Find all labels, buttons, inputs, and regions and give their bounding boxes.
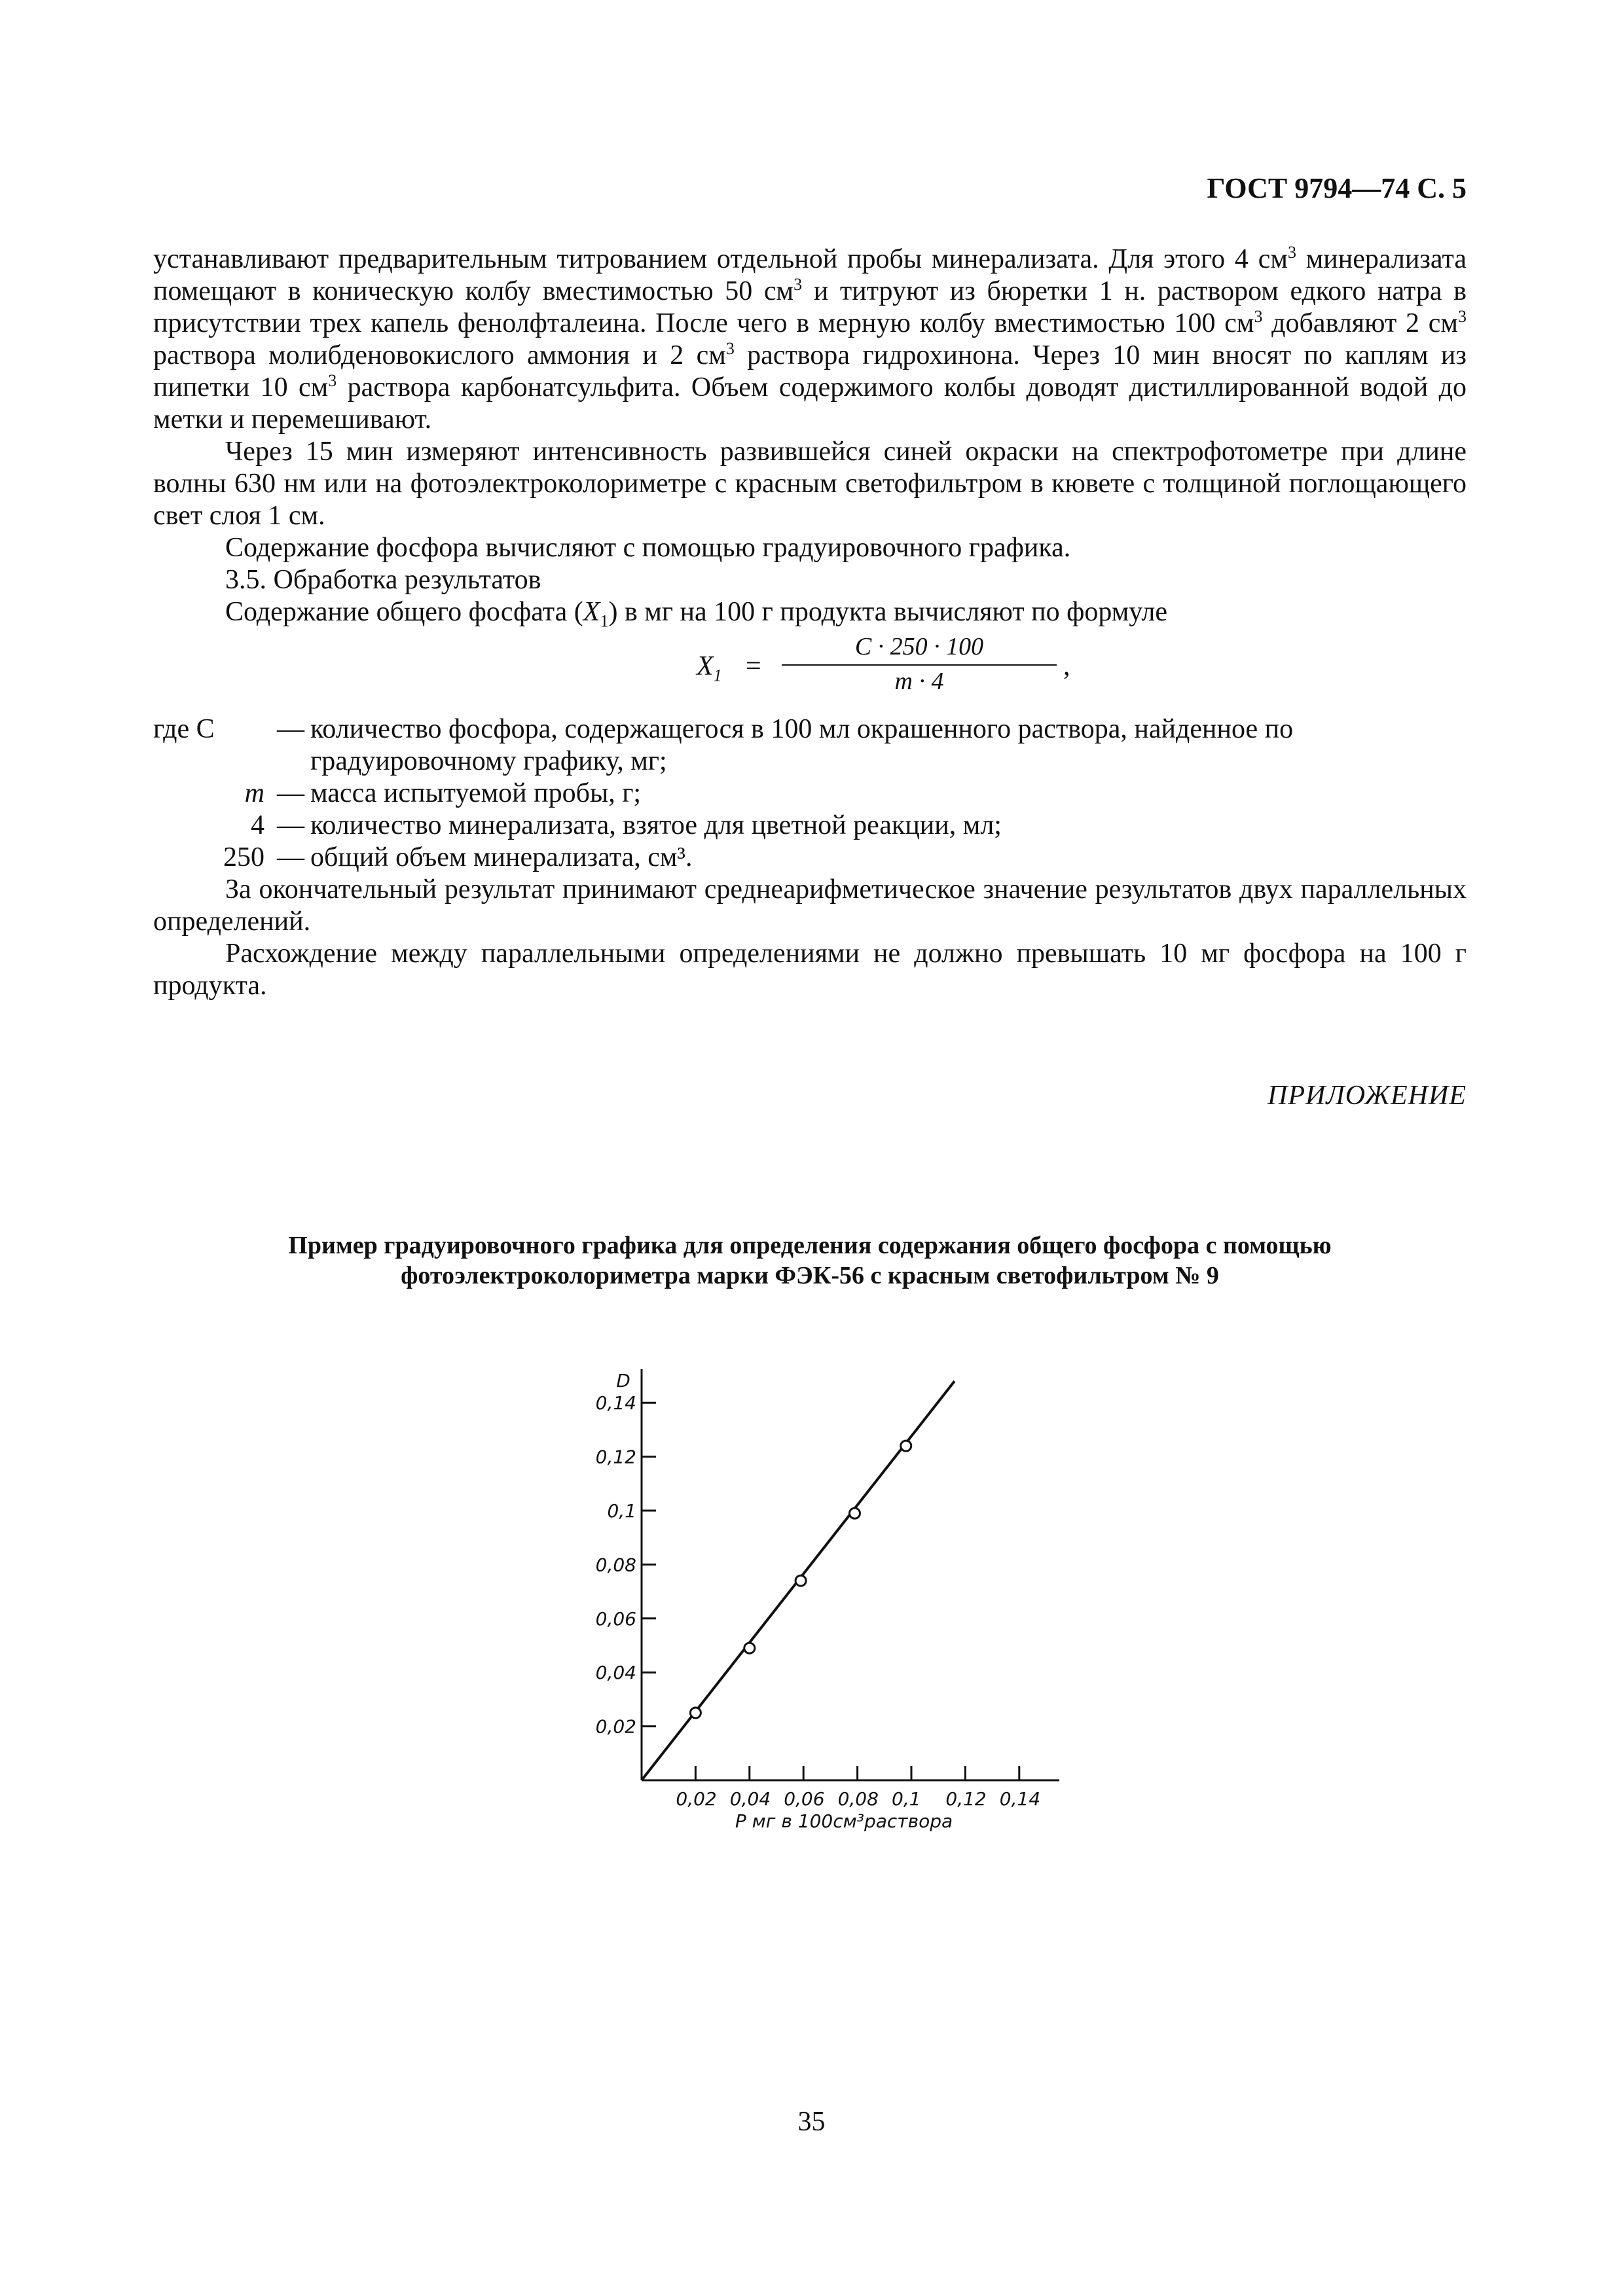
- formula-x1: [153, 631, 1467, 709]
- y-tick-label: 0,06: [595, 1607, 636, 1630]
- definition-term: m: [244, 778, 264, 808]
- x-tick-label: 0,1: [892, 1788, 921, 1810]
- definition-term: 250: [223, 842, 264, 872]
- x-tick-label: 0,12: [945, 1788, 987, 1810]
- body-text: [153, 243, 1467, 1002]
- figure-title: [153, 1230, 1467, 1291]
- page-number: 35: [797, 2107, 826, 2137]
- definition-row: [153, 778, 1467, 810]
- x-tick-label: 0,04: [729, 1788, 771, 1810]
- x-tick-label: 0,02: [676, 1788, 717, 1810]
- figure-title-line: Пример градуировочного графика для определения содержания общего фосфора с помощью: [288, 1232, 1332, 1259]
- formula-numerator: C · 250 · 100: [782, 631, 1057, 666]
- paragraph-final-result: За окончательный результат принимают среднеарифметическое значение результатов двух параллельных определений.: [153, 874, 1467, 937]
- definition-term: где C: [153, 714, 215, 744]
- x-tick-label: 0,14: [999, 1788, 1041, 1810]
- formula-denominator: m · 4: [894, 668, 944, 695]
- document-header: ГОСТ 9794—74 С. 5: [1207, 172, 1467, 204]
- paragraph-measurement: Через 15 мин измеряют интенсивность развившейся синей окраски на спектрофотометре при длине волны 630 нм или на фотоэлектроколориметре с красным светофильтром в кювете с толщиной поглощающего свет слоя 1 см.: [153, 437, 1467, 531]
- definition-dash: —: [277, 778, 304, 808]
- data-point: [901, 1441, 911, 1451]
- definition-row: [153, 810, 1467, 842]
- definition-dash: —: [277, 714, 304, 744]
- definition-row: [153, 713, 1467, 778]
- data-point: [795, 1575, 806, 1586]
- data-point: [849, 1508, 860, 1518]
- y-tick-label: 0,12: [595, 1446, 636, 1468]
- formula-comma: ,: [1063, 651, 1070, 681]
- definition-term: 4: [251, 810, 264, 840]
- formula-lhs: $X_1$: [697, 651, 722, 685]
- x-tick-label: 0,08: [837, 1788, 879, 1810]
- paragraph-discrepancy: Расхождение между параллельными определениями не должно превышать 10 мг фосфора на 100 г продукта.: [153, 939, 1467, 1001]
- formula-equals: =: [746, 651, 761, 681]
- x-axis-label: P мг в 100см³раствора: [735, 1810, 953, 1832]
- y-tick-label: 0,08: [595, 1554, 636, 1576]
- formula-fraction: [782, 631, 1057, 698]
- data-point: [744, 1643, 755, 1653]
- paragraph-calculation-note: Содержание фосфора вычисляют с помощью градуировочного графика.: [225, 533, 1071, 563]
- definition-text: количество минерализата, взятое для цветной реакции, мл;: [310, 810, 1002, 840]
- y-axis-label: D: [616, 1370, 630, 1392]
- section-heading-3-5: 3.5. Обработка результатов: [225, 565, 541, 595]
- data-point: [690, 1708, 701, 1718]
- paragraph-formula-intro: Содержание общего фосфата $(X_1)$ в мг на 100 г продукта вычисляют по формуле: [225, 597, 1168, 631]
- y-tick-label: 0,14: [595, 1392, 636, 1414]
- definition-text: общий объем минерализата, см³.: [310, 842, 693, 872]
- definitions-list: [153, 713, 1467, 874]
- definition-text: масса испытуемой пробы, г;: [310, 778, 642, 808]
- definition-row: [153, 842, 1467, 874]
- calibration-chart: [576, 1342, 1074, 1839]
- definition-text: количество фосфора, содержащегося в 100 мл окрашенного раствора, найденное по градуировочному графику, мг;: [310, 714, 1294, 776]
- definition-dash: —: [277, 842, 304, 872]
- y-tick-label: 0,04: [595, 1662, 636, 1684]
- x-tick-label: 0,06: [784, 1788, 825, 1810]
- appendix-label: ПРИЛОЖЕНИЕ: [1267, 1081, 1467, 1111]
- y-tick-label: 0,1: [607, 1500, 636, 1522]
- paragraph-titration: устанавливают предварительным титрованием отдельной пробы минерализата. Для этого 4 $см^3$ минерализата помещают в коническую колбу вместимостью 50 $см^3$ и титруют из бюретки 1 н. раствором едкого натра в присутствии трех капель фенолфталеина. После чего в мерную колбу вместимостью 100 $см^3$ добавляют 2 $см^3$ раствора молибденовокислого аммония и 2 $см^3$ раствора гидрохинона. Через 10 мин вносят по каплям из пипетки 10 $см^3$ раствора карбонатсульфита. Объем содержимого колбы доводят дистиллированной водой до метки и перемешивают.: [153, 243, 1467, 435]
- definition-dash: —: [277, 810, 304, 840]
- y-tick-label: 0,02: [595, 1715, 636, 1738]
- figure-title-line: фотоэлектроколориметра марки ФЭК-56 с красным светофильтром № 9: [401, 1262, 1219, 1289]
